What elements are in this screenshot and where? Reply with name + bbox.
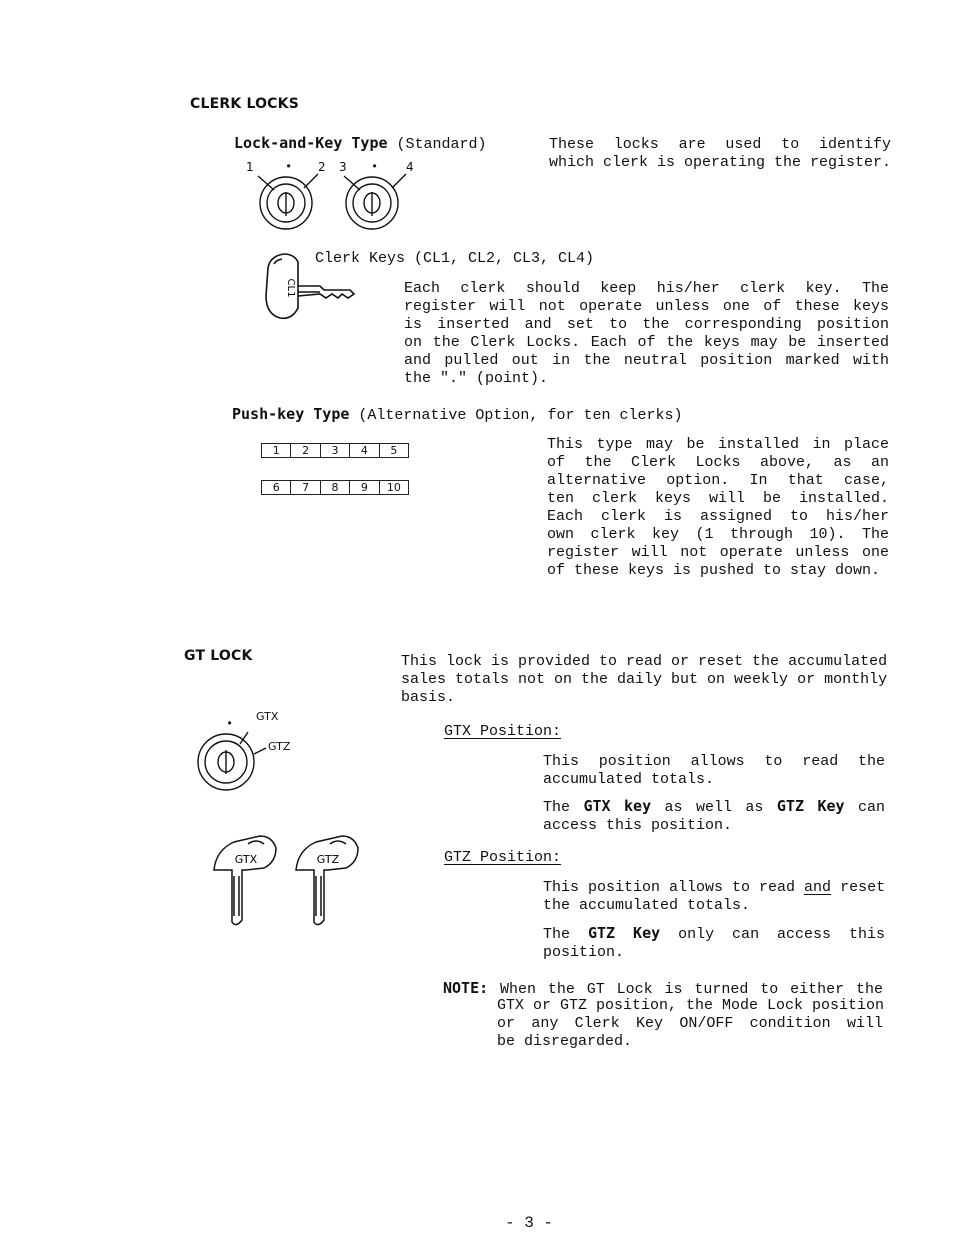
lock-position-dot-2: • — [371, 160, 379, 174]
gtz-position-paragraph-1-line-1 — [543, 879, 885, 897]
push-key-10[interactable]: 10 — [386, 481, 401, 494]
gt-lock-gtx-label: GTX — [256, 710, 279, 723]
lock-description — [549, 136, 891, 172]
gtx-key-term: GTX key — [583, 797, 652, 815]
gtx-position-heading: GTX Position: — [444, 723, 562, 740]
push-key-description-line: This type may be installed in place — [547, 436, 889, 453]
push-key-3[interactable]: 3 — [321, 444, 350, 457]
section-heading-clerk-locks: CLERK LOCKS — [190, 96, 299, 112]
gtz-position-paragraph-2-line-1 — [543, 924, 885, 944]
clerk-keys-description-line: on the Clerk Locks. Each of the keys may be inserted — [404, 334, 889, 351]
text-run: reset — [831, 879, 886, 896]
clerk-lock-drawings-icon — [250, 170, 420, 240]
section-heading-gt-lock: GT LOCK — [184, 648, 253, 664]
gt-lock-intro-line: basis. — [401, 689, 456, 706]
push-key-title-rest: (Alternative Option, for ten clerks) — [349, 407, 683, 424]
note-body — [497, 997, 883, 1051]
push-key-4[interactable]: 4 — [350, 444, 379, 457]
gt-lock-intro-line: sales totals not on the daily but on weekly or monthly — [401, 671, 888, 688]
gtx-position-paragraph-1-line: This position allows to read the — [543, 753, 885, 770]
lock-position-1: 1 — [246, 160, 254, 174]
gtz-position-paragraph-1-line-2: the accumulated totals. — [543, 897, 751, 914]
clerk-keys-description-line: is inserted and set to the corresponding position — [404, 316, 889, 333]
gtz-position-paragraph-2-line-2: position. — [543, 944, 625, 961]
lock-position-2: 2 — [318, 160, 326, 174]
push-key-row-2 — [261, 480, 409, 495]
gt-lock-intro — [401, 653, 887, 707]
lock-position-3: 3 — [339, 160, 347, 174]
gtx-key-label: GTX — [234, 853, 258, 866]
lock-and-key-title-rest: (Standard) — [387, 136, 487, 153]
clerk-keys-description-line: Each clerk should keep his/her clerk key. The — [404, 280, 889, 297]
push-key-description-line: alternative option. In that case, — [547, 472, 889, 489]
note-body-line: or any Clerk Key ON/OFF condition will — [497, 1015, 883, 1032]
text-run: This position allows to read — [543, 879, 805, 896]
gt-lock-gtz-label: GTZ — [268, 740, 291, 753]
note-first-line-text — [443, 979, 883, 999]
gtx-position-paragraph-2-line-1 — [543, 797, 885, 817]
lock-position-dot-1: • — [285, 160, 293, 174]
gtz-position-heading: GTZ Position: — [444, 849, 562, 866]
push-key-row-1 — [261, 443, 409, 458]
push-key-1[interactable]: 1 — [262, 444, 291, 457]
note-first-line — [443, 979, 883, 999]
gtx-position-paragraph-2-line-2: access this position. — [543, 817, 733, 834]
note-label: NOTE: — [443, 979, 489, 997]
lock-description-line: which clerk is operating the register. — [549, 154, 892, 171]
push-key-description-line: Each clerk is assigned to his/her — [547, 508, 889, 525]
push-key-8[interactable]: 8 — [321, 481, 350, 494]
push-key-description-line: register will not operate unless one — [547, 544, 889, 561]
note-body-line: GTX or GTZ position, the Mode Lock position — [497, 997, 885, 1014]
text-run: When the GT Lock is turned to either the — [488, 981, 883, 998]
page-number: - 3 - — [505, 1214, 554, 1232]
clerk-keys-description-line: register will not operate unless one of these keys — [404, 298, 889, 315]
gtz-key-term: GTZ Key — [587, 924, 661, 942]
push-key-7[interactable]: 7 — [291, 481, 320, 494]
text-run: can — [844, 799, 885, 816]
push-key-description-line: of the Clerk Locks above, as an — [547, 454, 889, 471]
and-underlined: and — [804, 879, 832, 896]
gtx-position-paragraph-1 — [543, 753, 885, 789]
text-run: only can access this — [660, 926, 885, 943]
push-key-2[interactable]: 2 — [291, 444, 320, 457]
gtz-position-paragraph-1 — [543, 879, 885, 915]
push-key-title — [232, 405, 682, 425]
text-run: as well as — [651, 799, 777, 816]
gtz-position-paragraph-2 — [543, 924, 885, 962]
gtx-position-paragraph-1-line: accumulated totals. — [543, 771, 715, 788]
lock-description-line: These locks are used to identify — [549, 136, 891, 153]
gtx-position-paragraph-2 — [543, 797, 885, 835]
gtz-key-label: GTZ — [316, 853, 340, 866]
clerk-keys-description — [404, 280, 889, 388]
push-key-title-bold: Push-key Type — [232, 405, 350, 423]
text-run: The — [543, 799, 584, 816]
lock-and-key-title — [234, 134, 487, 154]
text-run: The — [543, 926, 588, 943]
clerk-keys-description-line: and pulled out in the neutral position marked with — [404, 352, 889, 369]
clerk-key-label: CL1 — [285, 278, 296, 298]
gt-lock-intro-line: This lock is provided to read or reset the accumulated — [401, 653, 888, 670]
push-key-description-line: own clerk key (1 through 10). The — [547, 526, 889, 543]
push-key-description-line: ten clerk keys will be installed. — [547, 490, 889, 507]
push-key-6[interactable]: 6 — [262, 481, 291, 494]
gt-lock-dot: • — [226, 717, 234, 731]
push-key-9[interactable]: 9 — [350, 481, 379, 494]
push-key-description-line: of these keys is pushed to stay down. — [547, 562, 881, 579]
clerk-keys-title: Clerk Keys (CL1, CL2, CL3, CL4) — [315, 250, 595, 267]
push-key-5[interactable]: 5 — [390, 444, 398, 457]
push-key-description — [547, 436, 889, 580]
clerk-keys-description-line: the "." (point). — [404, 370, 549, 387]
lock-and-key-title-bold: Lock-and-Key Type — [234, 134, 388, 152]
gtz-key-term: GTZ Key — [776, 797, 845, 815]
lock-position-4: 4 — [406, 160, 414, 174]
gt-keys-icon — [212, 830, 372, 930]
note-body-line: be disregarded. — [497, 1033, 633, 1050]
gt-lock-icon — [196, 728, 286, 798]
